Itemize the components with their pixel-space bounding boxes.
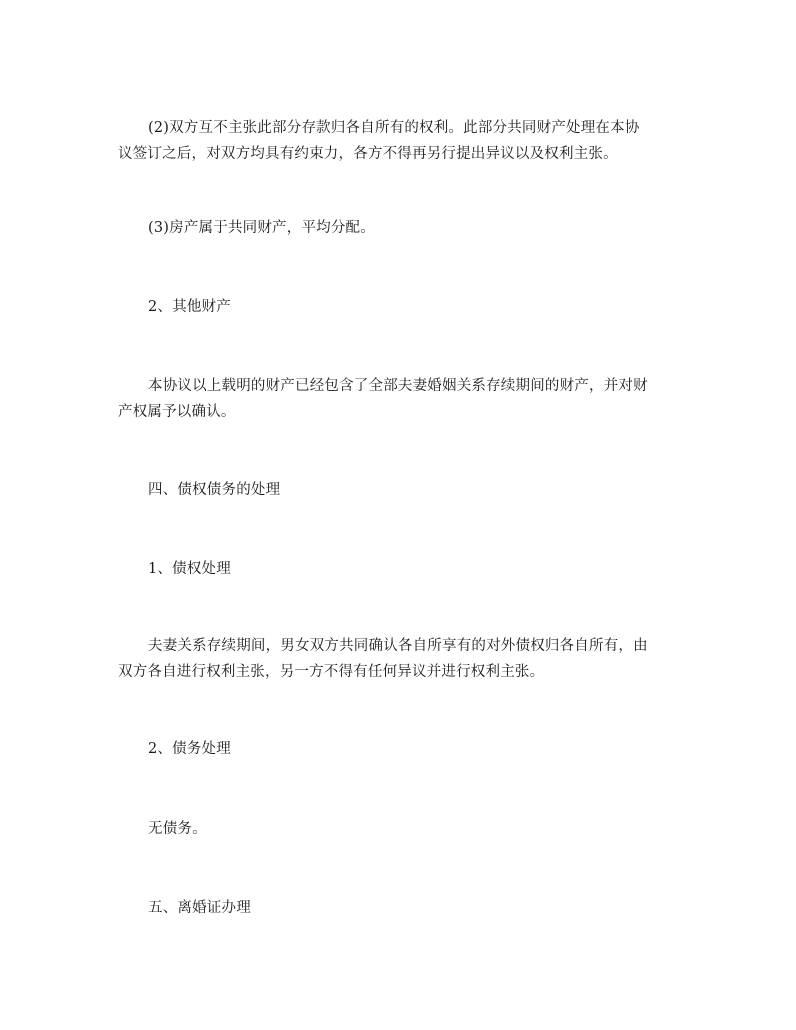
text-line: 无债务。 — [148, 821, 207, 837]
text-line: 2、其他财产 — [148, 299, 231, 315]
text-line: 2、债务处理 — [148, 741, 231, 757]
heading-divorce-certificate — [118, 895, 680, 921]
text-line: 1、债权处理 — [148, 561, 231, 577]
text-line: (2)双方互不主张此部分存款归各自所有的权利。此部分共同财产处理在本协 — [148, 120, 640, 136]
text-line: 产权属予以确认。 — [118, 404, 236, 420]
paragraph-no-debt — [118, 816, 680, 842]
paragraph-property-confirmation — [118, 373, 680, 425]
paragraph-deposit-rights — [118, 115, 680, 167]
text-line: 双方各自进行权利主张，另一方不得有任何异议并进行权利主张。 — [118, 664, 545, 680]
text-line: (3)房产属于共同财产，平均分配。 — [148, 220, 375, 236]
heading-claims-handling — [118, 556, 680, 582]
paragraph-claims-ownership — [118, 633, 680, 685]
heading-other-property — [118, 294, 680, 320]
text-line: 议签订之后，对双方均具有约束力，各方不得再另行提出异议以及权利主张。 — [118, 146, 618, 162]
text-line: 本协议以上载明的财产已经包含了全部夫妻婚姻关系存续期间的财产，并对财 — [148, 378, 648, 394]
heading-debt-handling — [118, 736, 680, 762]
paragraph-house-property — [118, 215, 680, 241]
text-line: 五、离婚证办理 — [148, 900, 251, 916]
heading-debts-section — [118, 477, 680, 503]
text-line: 夫妻关系存续期间，男女双方共同确认各自所享有的对外债权归各自所有，由 — [148, 638, 648, 654]
text-line: 四、债权债务的处理 — [148, 482, 281, 498]
